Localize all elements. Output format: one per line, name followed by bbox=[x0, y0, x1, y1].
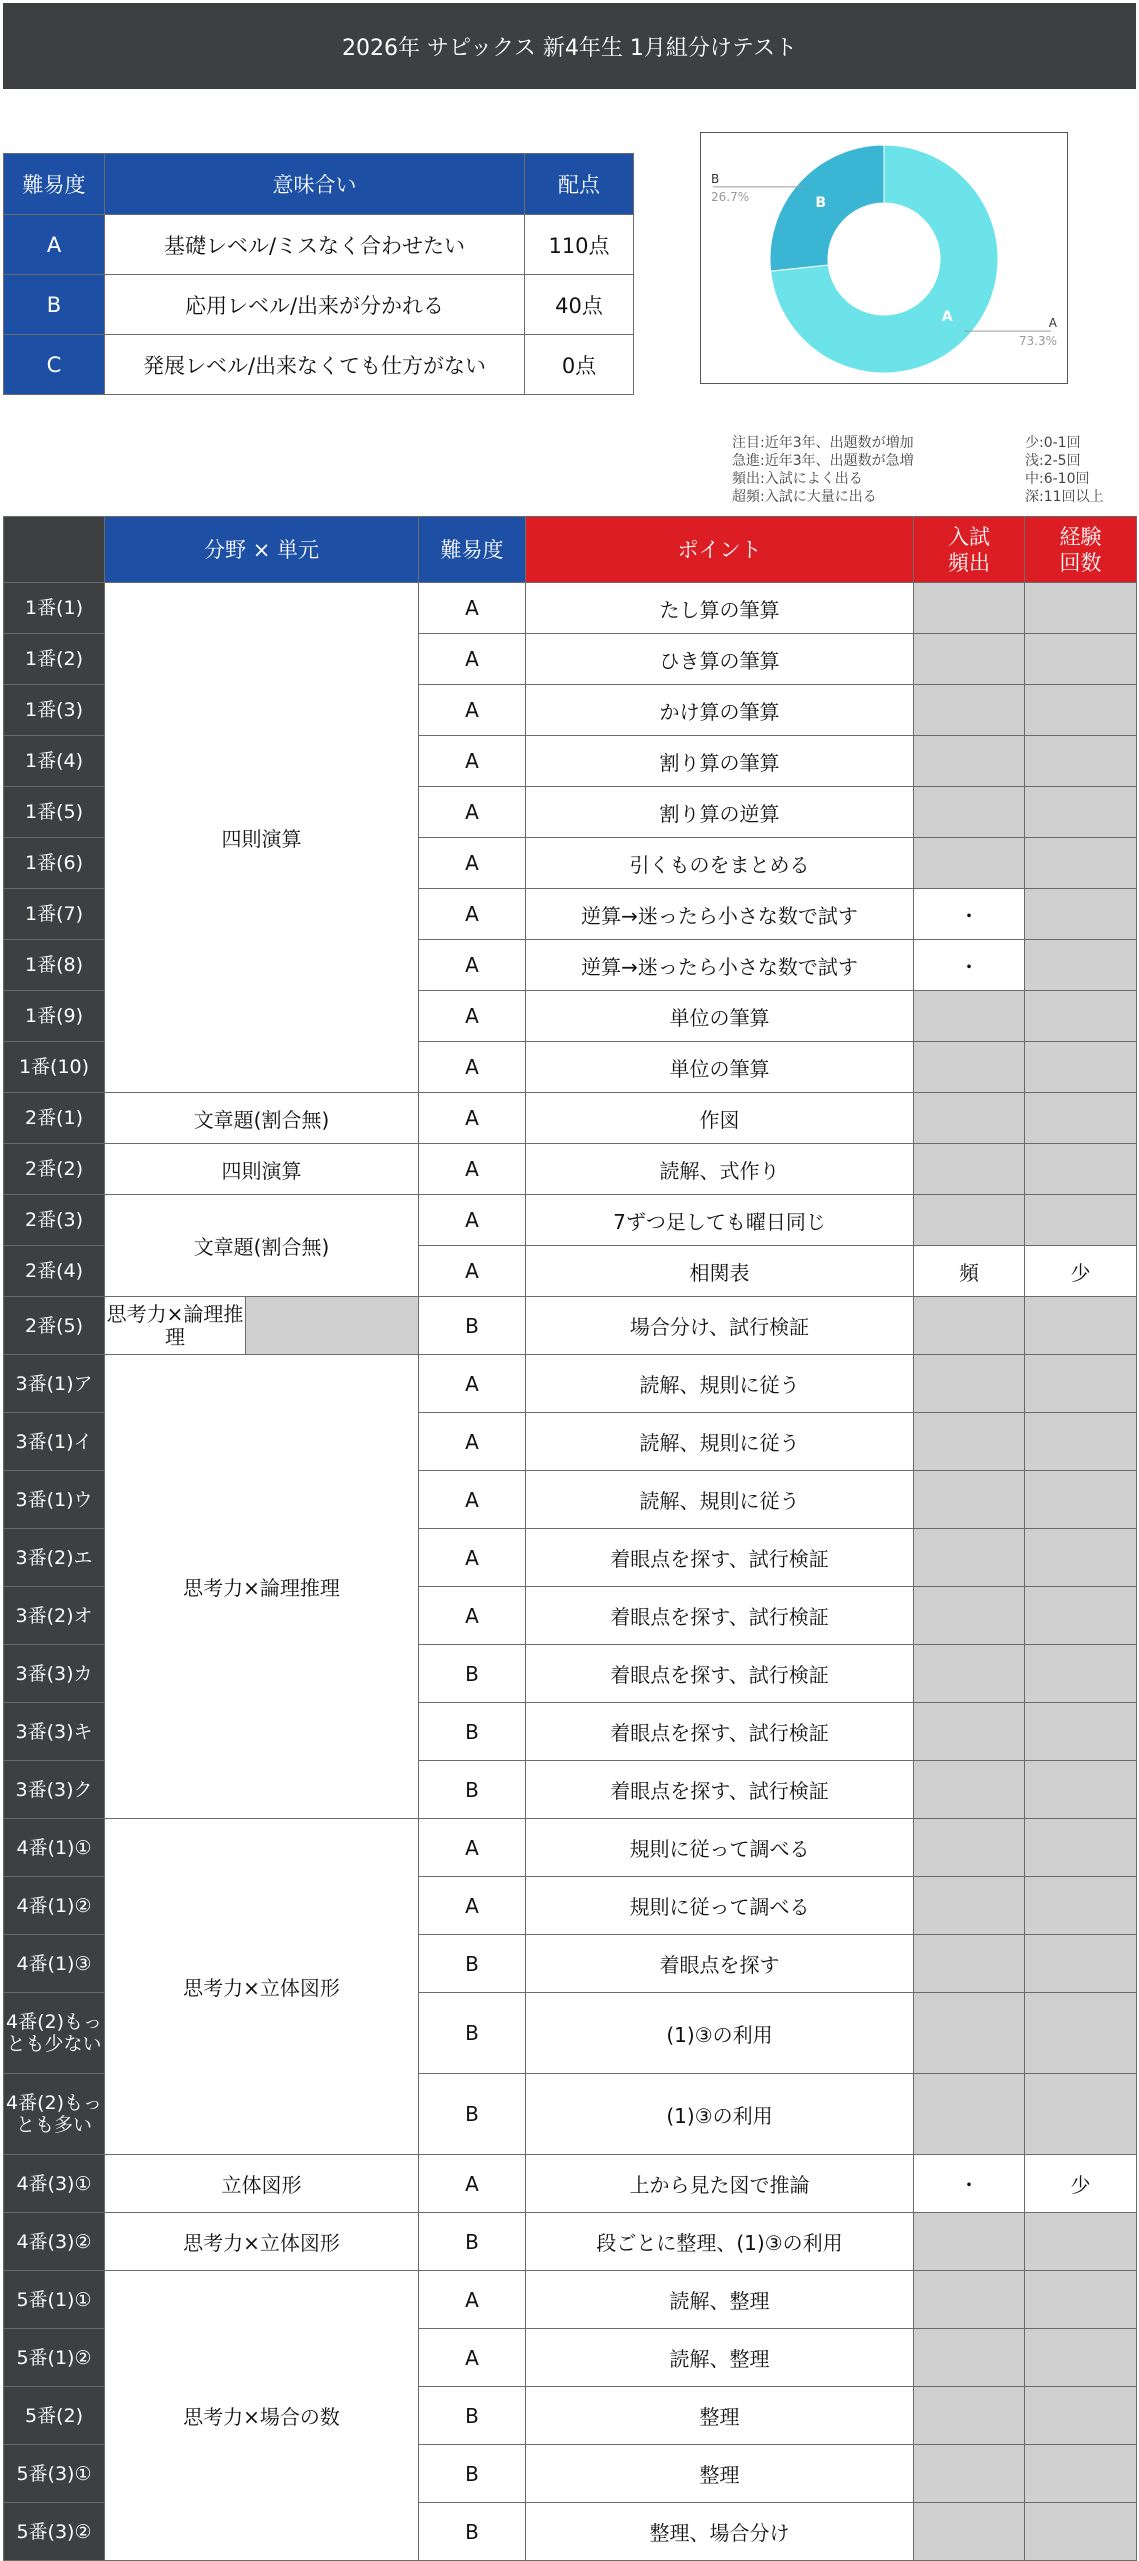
difficulty-grade: A bbox=[419, 1246, 526, 1297]
question-number: 5番(2) bbox=[4, 2387, 105, 2445]
field-unit bbox=[105, 1297, 419, 1355]
experience-count bbox=[1025, 1195, 1137, 1246]
experience-count bbox=[1025, 889, 1137, 940]
header-field: 分野 × 単元 bbox=[105, 517, 419, 583]
experience-notes bbox=[1025, 434, 1104, 506]
question-number: 1番(8) bbox=[4, 940, 105, 991]
question-number: 1番(6) bbox=[4, 838, 105, 889]
table-row bbox=[4, 1195, 1137, 1246]
field-unit: 四則演算 bbox=[105, 1144, 419, 1195]
table-row bbox=[4, 2155, 1137, 2213]
experience-count bbox=[1025, 838, 1137, 889]
table-row bbox=[4, 1355, 1137, 1413]
question-number: 3番(2)エ bbox=[4, 1529, 105, 1587]
experience-count bbox=[1025, 1093, 1137, 1144]
experience-count bbox=[1025, 1587, 1137, 1645]
question-number: 1番(2) bbox=[4, 634, 105, 685]
exam-frequency bbox=[914, 1413, 1025, 1471]
exam-frequency bbox=[914, 1471, 1025, 1529]
exam-frequency bbox=[914, 1297, 1025, 1355]
point-description: 読解、規則に従う bbox=[526, 1471, 914, 1529]
question-number: 5番(3)① bbox=[4, 2445, 105, 2503]
exam-frequency bbox=[914, 2445, 1025, 2503]
legend-row bbox=[4, 335, 634, 395]
question-number: 3番(3)キ bbox=[4, 1703, 105, 1761]
experience-count bbox=[1025, 1877, 1137, 1935]
legend-header-points: 配点 bbox=[525, 154, 634, 215]
table-row bbox=[4, 1297, 1137, 1355]
experience-count bbox=[1025, 1645, 1137, 1703]
page-title: 2026年 サピックス 新4年生 1月組分けテスト bbox=[3, 3, 1136, 89]
difficulty-legend-table bbox=[3, 153, 634, 395]
point-description: 規則に従って調べる bbox=[526, 1877, 914, 1935]
point-description: (1)③の利用 bbox=[526, 1993, 914, 2074]
experience-count bbox=[1025, 1761, 1137, 1819]
exam-frequency bbox=[914, 1877, 1025, 1935]
exam-frequency bbox=[914, 991, 1025, 1042]
legend-grade: C bbox=[4, 335, 105, 395]
legend-meaning: 応用レベル/出来が分かれる bbox=[105, 275, 525, 335]
point-description: 作図 bbox=[526, 1093, 914, 1144]
question-number: 4番(3)② bbox=[4, 2213, 105, 2271]
difficulty-grade: B bbox=[419, 2213, 526, 2271]
difficulty-grade: A bbox=[419, 583, 526, 634]
difficulty-grade: A bbox=[419, 1471, 526, 1529]
question-number: 2番(2) bbox=[4, 1144, 105, 1195]
exam-frequency bbox=[914, 2074, 1025, 2155]
field-unit: 思考力×立体図形 bbox=[105, 1819, 419, 2155]
question-number: 3番(3)ク bbox=[4, 1761, 105, 1819]
point-description: 7ずつ足しても曜日同じ bbox=[526, 1195, 914, 1246]
field-unit: 立体図形 bbox=[105, 2155, 419, 2213]
point-description: 読解、式作り bbox=[526, 1144, 914, 1195]
question-number: 1番(10) bbox=[4, 1042, 105, 1093]
legend-points: 0点 bbox=[525, 335, 634, 395]
field-unit: 四則演算 bbox=[105, 583, 419, 1093]
difficulty-grade: A bbox=[419, 2329, 526, 2387]
legend-header-difficulty: 難易度 bbox=[4, 154, 105, 215]
experience-count bbox=[1025, 1297, 1137, 1355]
difficulty-grade: A bbox=[419, 1413, 526, 1471]
field-unit-label: 思考力×論理推理 bbox=[105, 1297, 246, 1354]
experience-note: 深:11回以上 bbox=[1025, 489, 1104, 505]
question-number: 3番(2)オ bbox=[4, 1587, 105, 1645]
field-split bbox=[105, 1297, 418, 1354]
difficulty-grade: A bbox=[419, 1819, 526, 1877]
point-description: 読解、規則に従う bbox=[526, 1355, 914, 1413]
header-question bbox=[4, 517, 105, 583]
point-description: かけ算の筆算 bbox=[526, 685, 914, 736]
field-unit-blank bbox=[246, 1297, 418, 1354]
donut-chart-svg bbox=[701, 133, 1067, 383]
difficulty-grade: A bbox=[419, 1195, 526, 1246]
experience-count bbox=[1025, 1529, 1137, 1587]
legend-grade: B bbox=[4, 275, 105, 335]
experience-note: 浅:2-5回 bbox=[1025, 453, 1081, 469]
trend-note: 頻出:入試によく出る bbox=[732, 471, 863, 487]
experience-count bbox=[1025, 991, 1137, 1042]
legend-row bbox=[4, 215, 634, 275]
question-number: 1番(9) bbox=[4, 991, 105, 1042]
table-row bbox=[4, 2271, 1137, 2329]
legend-row bbox=[4, 275, 634, 335]
question-number: 4番(1)① bbox=[4, 1819, 105, 1877]
difficulty-grade: B bbox=[419, 2503, 526, 2561]
difficulty-grade: B bbox=[419, 2387, 526, 2445]
difficulty-grade: B bbox=[419, 1761, 526, 1819]
exam-frequency bbox=[914, 2271, 1025, 2329]
question-number: 2番(4) bbox=[4, 1246, 105, 1297]
difficulty-grade: A bbox=[419, 1529, 526, 1587]
exam-frequency bbox=[914, 583, 1025, 634]
experience-count bbox=[1025, 2329, 1137, 2387]
legend-header-meaning: 意味合い bbox=[105, 154, 525, 215]
legend-points: 110点 bbox=[525, 215, 634, 275]
question-number: 3番(1)ウ bbox=[4, 1471, 105, 1529]
difficulty-grade: A bbox=[419, 1042, 526, 1093]
point-description: 整理 bbox=[526, 2387, 914, 2445]
trend-notes bbox=[732, 434, 914, 506]
difficulty-grade: B bbox=[419, 2445, 526, 2503]
experience-count bbox=[1025, 787, 1137, 838]
exam-frequency bbox=[914, 1529, 1025, 1587]
question-number: 4番(3)① bbox=[4, 2155, 105, 2213]
point-description: 割り算の筆算 bbox=[526, 736, 914, 787]
difficulty-grade: B bbox=[419, 1645, 526, 1703]
question-number: 3番(3)カ bbox=[4, 1645, 105, 1703]
question-number: 2番(3) bbox=[4, 1195, 105, 1246]
exam-frequency bbox=[914, 634, 1025, 685]
question-number: 4番(1)③ bbox=[4, 1935, 105, 1993]
difficulty-grade: B bbox=[419, 2074, 526, 2155]
question-number: 5番(1)② bbox=[4, 2329, 105, 2387]
table-row bbox=[4, 1093, 1137, 1144]
difficulty-grade: A bbox=[419, 2271, 526, 2329]
experience-count bbox=[1025, 1413, 1137, 1471]
point-description: 整理 bbox=[526, 2445, 914, 2503]
question-number: 4番(2)もっとも多い bbox=[4, 2074, 105, 2155]
header-exam-line1: 入試 bbox=[948, 524, 990, 549]
trend-note: 超頻:入試に大量に出る bbox=[732, 489, 877, 505]
experience-count bbox=[1025, 736, 1137, 787]
question-number: 1番(3) bbox=[4, 685, 105, 736]
point-description: 段ごとに整理、(1)③の利用 bbox=[526, 2213, 914, 2271]
experience-note: 中:6-10回 bbox=[1025, 471, 1090, 487]
point-description: (1)③の利用 bbox=[526, 2074, 914, 2155]
experience-count bbox=[1025, 1703, 1137, 1761]
question-number: 1番(5) bbox=[4, 787, 105, 838]
exam-frequency bbox=[914, 1645, 1025, 1703]
donut-slice-label: B bbox=[815, 195, 827, 212]
question-number: 3番(1)イ bbox=[4, 1413, 105, 1471]
experience-count bbox=[1025, 634, 1137, 685]
legend-meaning: 基礎レベル/ミスなく合わせたい bbox=[105, 215, 525, 275]
point-description: 逆算→迷ったら小さな数で試す bbox=[526, 889, 914, 940]
experience-count bbox=[1025, 685, 1137, 736]
point-description: 着眼点を探す bbox=[526, 1935, 914, 1993]
difficulty-grade: A bbox=[419, 2155, 526, 2213]
point-description: 着眼点を探す、試行検証 bbox=[526, 1703, 914, 1761]
donut-outer-category: A bbox=[1048, 316, 1057, 331]
header-exp-line2: 回数 bbox=[1059, 550, 1102, 575]
question-number: 4番(1)② bbox=[4, 1877, 105, 1935]
header-exam-frequency bbox=[914, 517, 1025, 583]
legend-points: 40点 bbox=[525, 275, 634, 335]
header-difficulty: 難易度 bbox=[419, 517, 526, 583]
difficulty-grade: A bbox=[419, 1144, 526, 1195]
donut-slice-B bbox=[770, 145, 884, 271]
exam-frequency bbox=[914, 838, 1025, 889]
point-description: 読解、整理 bbox=[526, 2271, 914, 2329]
table-row bbox=[4, 1819, 1137, 1877]
point-description: 読解、規則に従う bbox=[526, 1413, 914, 1471]
point-description: 規則に従って調べる bbox=[526, 1819, 914, 1877]
header-exp-line1: 経験 bbox=[1059, 524, 1102, 549]
experience-count bbox=[1025, 1042, 1137, 1093]
exam-frequency bbox=[914, 2329, 1025, 2387]
exam-frequency bbox=[914, 1195, 1025, 1246]
experience-count bbox=[1025, 1144, 1137, 1195]
experience-count bbox=[1025, 1471, 1137, 1529]
difficulty-donut-chart bbox=[700, 132, 1068, 384]
table-row bbox=[4, 2213, 1137, 2271]
field-unit: 文章題(割合無) bbox=[105, 1093, 419, 1144]
exam-frequency: ・ bbox=[914, 2155, 1025, 2213]
point-description: 着眼点を探す、試行検証 bbox=[526, 1587, 914, 1645]
trend-note: 注目:近年3年、出題数が増加 bbox=[732, 435, 914, 451]
point-description: 相関表 bbox=[526, 1246, 914, 1297]
exam-frequency bbox=[914, 1144, 1025, 1195]
difficulty-grade: A bbox=[419, 1355, 526, 1413]
point-description: 割り算の逆算 bbox=[526, 787, 914, 838]
experience-count bbox=[1025, 2271, 1137, 2329]
donut-outer-category: B bbox=[711, 171, 720, 186]
point-description: ひき算の筆算 bbox=[526, 634, 914, 685]
field-unit: 思考力×場合の数 bbox=[105, 2271, 419, 2561]
difficulty-grade: A bbox=[419, 991, 526, 1042]
exam-frequency bbox=[914, 1935, 1025, 1993]
exam-frequency bbox=[914, 736, 1025, 787]
point-description: 単位の筆算 bbox=[526, 991, 914, 1042]
point-description: 引くものをまとめる bbox=[526, 838, 914, 889]
difficulty-grade: B bbox=[419, 1297, 526, 1355]
exam-frequency: ・ bbox=[914, 940, 1025, 991]
experience-count bbox=[1025, 2074, 1137, 2155]
difficulty-grade: A bbox=[419, 634, 526, 685]
point-description: 着眼点を探す、試行検証 bbox=[526, 1529, 914, 1587]
experience-count bbox=[1025, 1355, 1137, 1413]
question-number: 1番(1) bbox=[4, 583, 105, 634]
exam-frequency bbox=[914, 685, 1025, 736]
experience-count bbox=[1025, 940, 1137, 991]
header-point: ポイント bbox=[526, 517, 914, 583]
exam-frequency: 頻 bbox=[914, 1246, 1025, 1297]
field-unit: 文章題(割合無) bbox=[105, 1195, 419, 1297]
field-unit: 思考力×論理推理 bbox=[105, 1355, 419, 1819]
trend-note: 急進:近年3年、出題数が急増 bbox=[732, 453, 914, 469]
exam-frequency: ・ bbox=[914, 889, 1025, 940]
question-number: 3番(1)ア bbox=[4, 1355, 105, 1413]
point-description: 読解、整理 bbox=[526, 2329, 914, 2387]
experience-count: 少 bbox=[1025, 1246, 1137, 1297]
exam-frequency bbox=[914, 1993, 1025, 2074]
exam-frequency bbox=[914, 1042, 1025, 1093]
point-description: 上から見た図で推論 bbox=[526, 2155, 914, 2213]
exam-frequency bbox=[914, 2213, 1025, 2271]
exam-frequency bbox=[914, 1703, 1025, 1761]
difficulty-grade: B bbox=[419, 1935, 526, 1993]
question-number: 4番(2)もっとも少ない bbox=[4, 1993, 105, 2074]
difficulty-grade: A bbox=[419, 1587, 526, 1645]
experience-count bbox=[1025, 2213, 1137, 2271]
point-description: 着眼点を探す、試行検証 bbox=[526, 1761, 914, 1819]
exam-frequency bbox=[914, 2387, 1025, 2445]
table-row bbox=[4, 1144, 1137, 1195]
exam-frequency bbox=[914, 1819, 1025, 1877]
question-number: 5番(3)② bbox=[4, 2503, 105, 2561]
header-experience-count bbox=[1025, 517, 1137, 583]
legend-grade: A bbox=[4, 215, 105, 275]
question-number: 1番(7) bbox=[4, 889, 105, 940]
point-description: 単位の筆算 bbox=[526, 1042, 914, 1093]
donut-outer-percent: 26.7% bbox=[711, 189, 750, 204]
difficulty-grade: A bbox=[419, 1093, 526, 1144]
experience-count bbox=[1025, 2387, 1137, 2445]
question-analysis-table bbox=[3, 516, 1137, 2561]
question-number: 1番(4) bbox=[4, 736, 105, 787]
difficulty-grade: A bbox=[419, 736, 526, 787]
difficulty-grade: A bbox=[419, 685, 526, 736]
donut-outer-percent: 73.3% bbox=[1018, 334, 1057, 349]
experience-count bbox=[1025, 2503, 1137, 2561]
experience-count bbox=[1025, 2445, 1137, 2503]
exam-frequency bbox=[914, 1355, 1025, 1413]
experience-count bbox=[1025, 1993, 1137, 2074]
experience-count: 少 bbox=[1025, 2155, 1137, 2213]
table-row bbox=[4, 583, 1137, 634]
legend-meaning: 発展レベル/出来なくても仕方がない bbox=[105, 335, 525, 395]
field-unit: 思考力×立体図形 bbox=[105, 2213, 419, 2271]
exam-frequency bbox=[914, 1093, 1025, 1144]
exam-frequency bbox=[914, 1761, 1025, 1819]
difficulty-grade: A bbox=[419, 889, 526, 940]
header-exam-line2: 頻出 bbox=[948, 550, 990, 575]
exam-frequency bbox=[914, 1587, 1025, 1645]
experience-note: 少:0-1回 bbox=[1025, 435, 1081, 451]
experience-count bbox=[1025, 583, 1137, 634]
exam-frequency bbox=[914, 2503, 1025, 2561]
difficulty-grade: B bbox=[419, 1993, 526, 2074]
point-description: 逆算→迷ったら小さな数で試す bbox=[526, 940, 914, 991]
point-description: 場合分け、試行検証 bbox=[526, 1297, 914, 1355]
question-number: 5番(1)① bbox=[4, 2271, 105, 2329]
difficulty-grade: A bbox=[419, 838, 526, 889]
difficulty-grade: A bbox=[419, 787, 526, 838]
point-description: たし算の筆算 bbox=[526, 583, 914, 634]
exam-frequency bbox=[914, 787, 1025, 838]
question-number: 2番(1) bbox=[4, 1093, 105, 1144]
point-description: 着眼点を探す、試行検証 bbox=[526, 1645, 914, 1703]
difficulty-grade: B bbox=[419, 1703, 526, 1761]
difficulty-grade: A bbox=[419, 940, 526, 991]
difficulty-grade: A bbox=[419, 1877, 526, 1935]
experience-count bbox=[1025, 1935, 1137, 1993]
question-number: 2番(5) bbox=[4, 1297, 105, 1355]
experience-count bbox=[1025, 1819, 1137, 1877]
donut-slice-label: A bbox=[941, 308, 953, 325]
point-description: 整理、場合分け bbox=[526, 2503, 914, 2561]
